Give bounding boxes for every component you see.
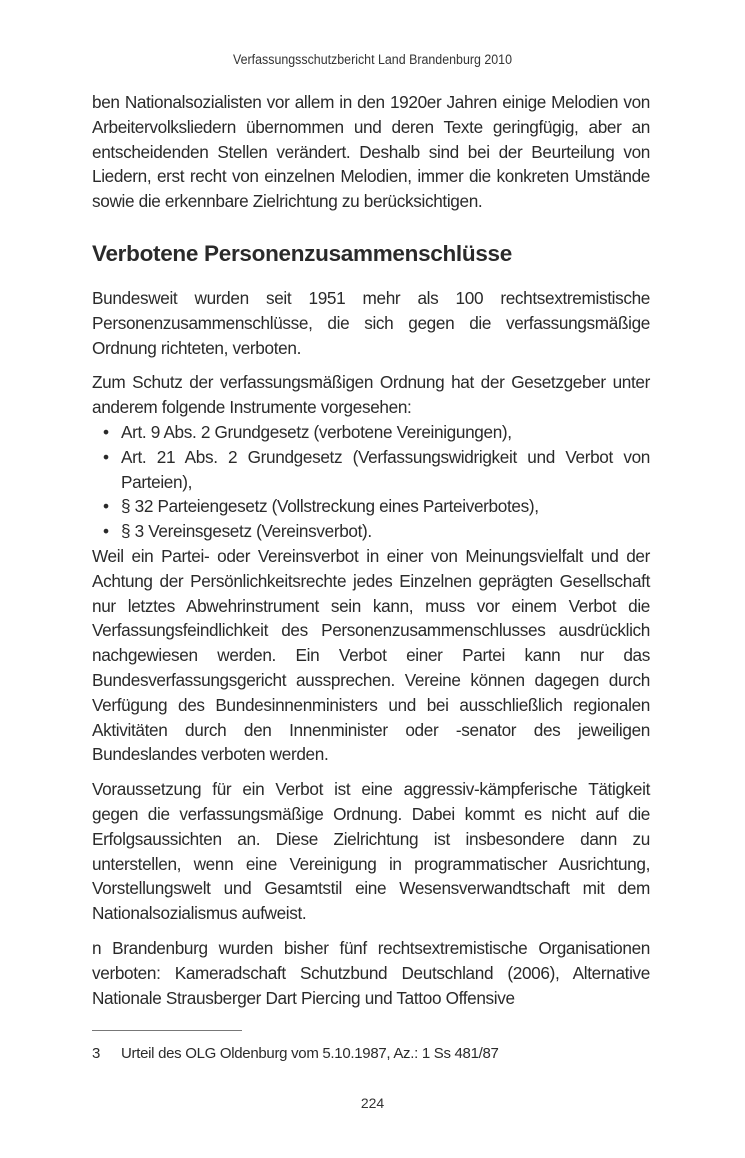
bullet-icon: • <box>103 521 109 542</box>
paragraph-instruments-intro: Zum Schutz der verfassungsmäßigen Ordnung hat der Gesetzgeber unter anderem folgende Instrumente vorgesehen: <box>92 372 650 418</box>
footnote <box>92 1044 652 1064</box>
paragraph-ban-requirements: Voraussetzung für ein Verbot ist eine aggressiv-kämpferische Tätigkeit gegen die verfassungsmäßige Ordnung. Dabei kommt es nicht auf die Erfolgsaussichten an. Diese Zielrichtung ist insbesondere dann zu unterstellen, wenn eine Vereinigung in programmatischer Ausrichtung, Vorstellungswelt und Gesamtstil eine Wesensverwandtschaft mit dem Nationalsozialismus aufweist. <box>92 779 650 924</box>
bullet-icon: • <box>103 446 109 467</box>
footnote-number: 3 <box>92 1045 101 1062</box>
list-item: • Art. 21 Abs. 2 Grundgesetz (Verfassungswidrigkeit und Verbot von Parteien), <box>103 446 650 492</box>
instruments-list <box>92 420 650 544</box>
paragraph-brandenburg-bans: n Brandenburg wurden bisher fünf rechtsextremistische Organisationen verboten: Kameradschaft Schutzbund Deutschland (2006), Alternative Nationale Strausberger Dart Piercing und Tattoo Offensive <box>92 937 650 1008</box>
footnote-divider <box>92 1030 242 1031</box>
page-body <box>92 90 650 1010</box>
bullet-icon: • <box>103 421 109 442</box>
list-item: • § 32 Parteiengesetz (Vollstreckung eines Parteiverbotes), <box>92 494 650 519</box>
list-item: • Art. 9 Abs. 2 Grundgesetz (verbotene Vereinigungen), <box>92 420 650 445</box>
bullet-icon: • <box>103 496 109 517</box>
paragraph-ban-procedure: Weil ein Partei- oder Vereinsverbot in einer von Meinungsvielfalt und der Achtung der Persönlichkeitsrechte jedes Einzelnen geprägten Gesellschaft nur letztes Abwehrinstrument sein kann, muss vor einem Verbot die Verfassungsfeindlichkeit des Personenzusammenschlusses ausdrücklich nachgewiesen werden. Ein Verbot einer Partei kann nur das Bundesverfassungsgericht aussprechen. Vereine können dagegen durch Verfügung des Bundesinnenministers und bei ausschließlich regionalen Aktivitäten durch den Innenminister oder -senator des jeweiligen Bundeslandes verboten werden. <box>92 545 650 765</box>
intro-paragraph: ben Nationalsozialisten vor allem in den 1920er Jahren einige Melodien von Arbeitervolksliedern übernommen und deren Texte geringfügig, aber an entscheidenden Stellen verändert. Deshalb sind bei der Beurteilung von Liedern, erst recht von einzelnen Melodien, immer die konkreten Umstände sowie die erkennbare Zielrichtung zu berücksichtigen. <box>92 92 650 212</box>
paragraph-bans-count: Bundesweit wurden seit 1951 mehr als 100 rechtsextremistische Personenzusammenschlüsse, die sich gegen die verfassungsmäßige Ordnung richteten, verboten. <box>92 287 650 358</box>
page-number: 224 <box>360 1095 385 1111</box>
list-item: • § 3 Vereinsgesetz (Vereinsverbot). <box>92 519 650 544</box>
running-header: Verfassungsschutzbericht Land Brandenburg 2010 <box>233 52 512 67</box>
footnote-text: Urteil des OLG Oldenburg vom 5.10.1987, Az.: 1 Ss 481/87 <box>121 1045 499 1062</box>
section-heading: Verbotene Personenzusammenschlüsse <box>92 240 512 266</box>
